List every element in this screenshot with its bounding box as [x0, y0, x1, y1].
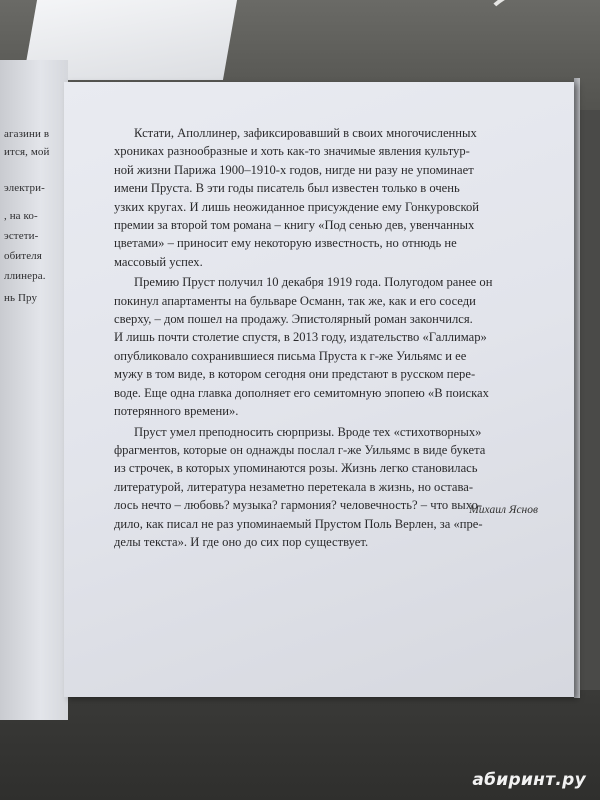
text-line: Пруст умел преподносить сюрпризы. Вроде тех «стихотворных» [134, 424, 482, 439]
text-line: Кстати, Аполлинер, зафиксировавший в своих многочисленных [134, 126, 477, 140]
paragraph-2 [114, 273, 554, 420]
left-page-line: ллинера. [4, 270, 46, 282]
text-line: лось нечто – любовь? музыка? гармония? человечность? – что выхо- [114, 498, 483, 513]
left-page-line: ится, мой [4, 146, 50, 158]
text-line: Премию Пруст получил 10 декабря 1919 года. Полугодом ранее он [134, 275, 493, 290]
text-line: массовый успех. [114, 254, 203, 269]
paragraph-3 [114, 423, 554, 552]
left-page-line: электри- [4, 182, 45, 194]
text-line: из строчек, в которых упоминаются розы. Жизнь легко становилась [114, 461, 478, 476]
left-page-line: эстети- [4, 230, 39, 242]
text-line: фрагментов, которые он однажды послал г-же Уильямс в виде букета [114, 442, 486, 457]
left-page-line: обителя [4, 250, 42, 262]
text-line: хрониках разнообразные и хоть как-то значимые явления культур- [114, 144, 470, 159]
book-page [64, 82, 574, 697]
text-line: покинул апартаменты на бульваре Османн, так же, как и его соседи [114, 293, 476, 308]
text-line: ной жизни Парижа 1900–1910-х годов, нигде ни разу не упоминает [114, 162, 474, 177]
left-page-line: агазини в [4, 128, 50, 140]
paragraph-1 [114, 124, 554, 271]
left-page-line: , на ко- [4, 210, 38, 222]
site-watermark: абиринт.ру [472, 770, 586, 790]
text-line: узких кругах. И лишь неожиданное присуждение ему Гонкуровской [114, 199, 480, 214]
text-line: дило, как писал не раз упоминаемый Прустом Поль Верлен, за «пре- [114, 516, 483, 531]
left-page-line: нь Пру [4, 292, 38, 304]
text-line: имени Пруста. В эти годы писатель был известен только в очень [114, 181, 460, 196]
text-line: литературой, литература незаметно перетекала в жизнь, но остава- [114, 479, 474, 494]
text-line: делы текста». И где оно до сих пор существует. [114, 534, 369, 549]
article-text [114, 124, 554, 553]
text-line: воде. Еще одна главка дополняет его семитомную эпопею «В поисках [114, 385, 489, 400]
page-edge [574, 78, 580, 698]
text-line: опубликовало сохранившиеся письма Пруста к г-же Уильямс и ее [114, 348, 467, 363]
author-signature: Михаил Яснов [469, 504, 538, 516]
text-line: мужу в том виде, в котором сегодня они предстают в русском пере- [114, 367, 476, 382]
text-line: потерянного времени». [114, 404, 239, 419]
text-line: сверху, – дом пошел на продажу. Эпистолярный роман закончился. [114, 312, 473, 327]
text-line: цветами» – приносит ему некоторую известность, но отнюдь не [114, 236, 457, 251]
text-line: премии за второй том романа – книгу «Под сенью дев, увенчанных [114, 218, 475, 233]
text-line: И лишь почти столетие спустя, в 2013 году, издательство «Галлимар» [114, 330, 487, 345]
previous-page [0, 60, 68, 720]
